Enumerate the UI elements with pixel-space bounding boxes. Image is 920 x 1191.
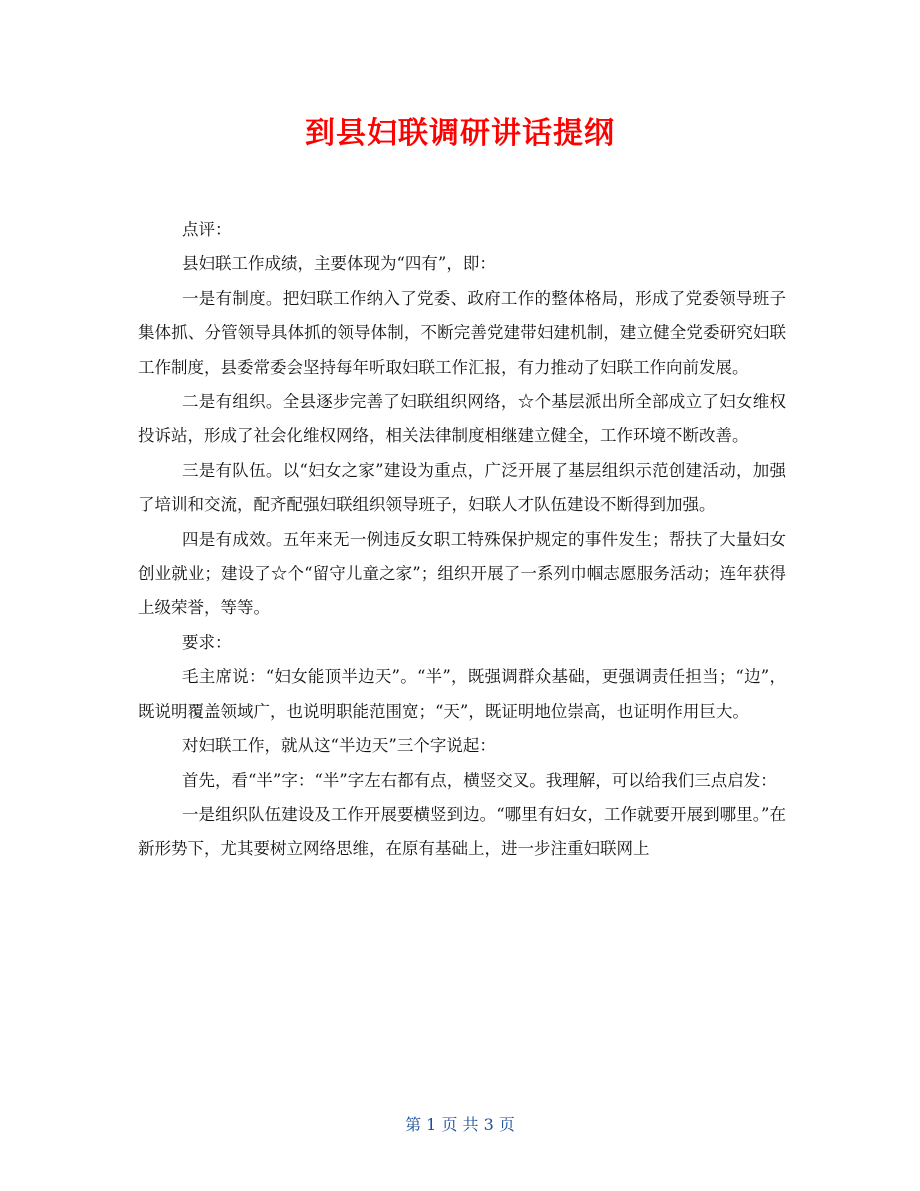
document-title: 到县妇联调研讲话提纲 [305, 116, 615, 151]
paragraph-system: 一是有制度。把妇联工作纳入了党委、政府工作的整体格局，形成了党委领导班子集体抓、分管领导具体抓的领导体制，不断完善党建带妇建机制，建立健全党委研究妇联工作制度，县委常委会坚持每年听取妇联工作汇报，有力推动了妇联工作向前发展。 [138, 288, 786, 377]
paragraph-half-sky-intro: 对妇联工作，就从这“半边天”三个字说起： [182, 736, 496, 756]
paragraph-results: 四是有成效。五年来无一例违反女职工特殊保护规定的事件发生；帮扶了大量妇女创业就业；建设了☆个“留守儿童之家”；组织开展了一系列巾帼志愿服务活动；连年获得上级荣誉，等等。 [138, 529, 786, 618]
paragraph-chairman-quote: 毛主席说：“妇女能顶半边天”。“半”，既强调群众基础，更强调责任担当；“边”，既说明覆盖领域广，也说明职能范围宽；“天”，既证明地位崇高，也证明作用巨大。 [138, 667, 786, 721]
paragraph-achievements-intro: 县妇联工作成绩，主要体现为“四有”，即： [182, 254, 496, 274]
paragraph-organization: 二是有组织。全县逐步完善了妇联组织网络，☆个基层派出所全部成立了妇女维权投诉站，形成了社会化维权网络，相关法律制度相继建立健全，工作环境不断改善。 [138, 392, 786, 446]
paragraph-point-one: 一是组织队伍建设及工作开展要横竖到边。“哪里有妇女，工作就要开展到哪里。”在新形势下，尤其要树立网络思维，在原有基础上，进一步注重妇联网上 [138, 804, 786, 859]
footer-prefix: 第 [405, 1115, 422, 1134]
footer-page-number: 1 [426, 1115, 437, 1134]
page-footer [0, 1112, 920, 1138]
footer-suffix: 页 [498, 1115, 515, 1134]
paragraph-review-heading: 点评： [182, 220, 232, 239]
paragraph-team: 三是有队伍。以“妇女之家”建设为重点，广泛开展了基层组织示范创建活动，加强了培训和交流，配齐配强妇联组织领导班子，妇联人才队伍建设不断得到加强。 [138, 460, 786, 515]
document-body [138, 213, 786, 867]
paragraph-requirements-heading: 要求： [182, 632, 232, 652]
footer-total-pages: 3 [483, 1115, 494, 1134]
paragraph-first-half: 首先，看“半”字：“半”字左右都有点，横竖交叉。我理解，可以给我们三点启发： [182, 770, 777, 790]
footer-mid: 页 共 [441, 1115, 479, 1134]
